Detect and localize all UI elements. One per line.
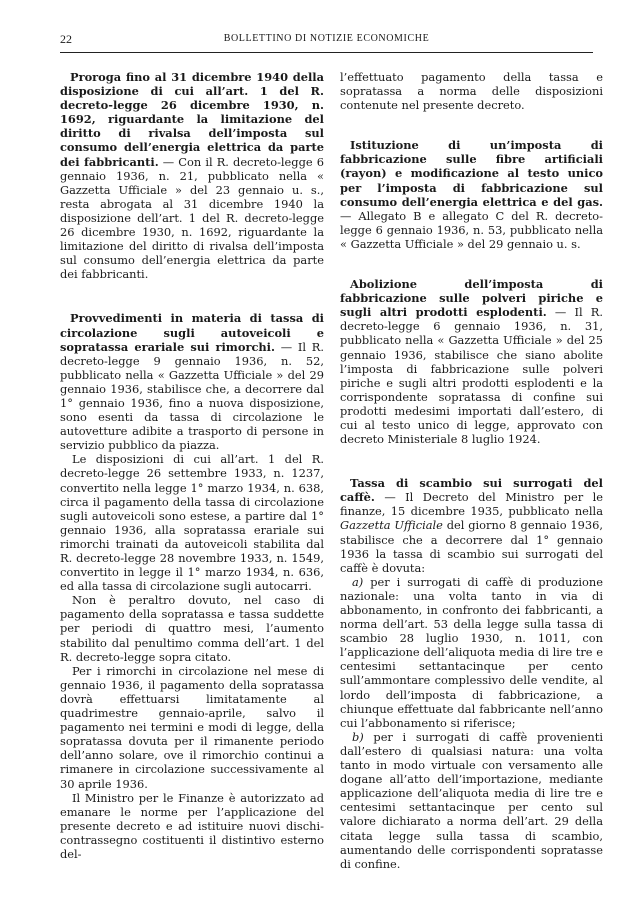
- section-text: — Allegato B e allegato C del R. decreto-legge 6 gennaio 1936, n. 53, pubblicato nella « Gazzetta Ufficiale » del 29 gennaio u. s.: [340, 208, 603, 251]
- page-number: 22: [60, 32, 72, 46]
- section-text: — Con il R. decreto-legge 6 gennaio 1936, n. 21, pubblicato nella « Gazzetta Ufficiale » del 23 gennaio u. s., resta abrogata al 31 dicembre 1940 la disposizione dell’art. 1 del R. decreto-legge 26 dicembre 1930, n. 1692, riguardante la limitazione del diritto di rivalsa dell’imposta sul consumo dell’energia elettrica da parte dei fabbricanti.: [60, 154, 324, 282]
- left-column: [60, 70, 324, 861]
- section-heading: Abolizione dell’imposta di fabbricazione sulle polveri piriche e sugli altri prodotti esplodenti.: [340, 277, 603, 320]
- item-text: per i surrogati di caffè provenienti dall’estero di qualsiasi natura: una volta tanto in modo virtuale con versamento alle dogane all’atto dell’importazione, mediante applicazione dell’aliquota media di lire tre e centesimi settantacinque per cento sul valore dichiarato a norma dell’art. 29 della citata legge sulla tassa di scambio, aumentando delle corrispondenti sopratasse di confine.: [340, 729, 603, 871]
- section-text: — Il Decreto del Ministro per le finanze, 15 dicembre 1935, pubblicato nella: [340, 490, 603, 519]
- paragraph: Le disposizioni di cui all’art. 1 del R. decreto-legge 26 settembre 1933, n. 1237, convertito nella legge 1° marzo 1934, n. 638, circa il pagamento della tassa di circolazione sugli autoveicoli sono estese, a partire dal 1° gennaio 1936, alla sopratassa erariale sui rimorchi trainati da autoveicoli stabilita dal R. decreto-legge 28 novembre 1933, n. 1549, convertito in legge il 1° marzo 1934, n. 636, ed alla tassa di circolazione sugli autocarri.: [60, 452, 324, 594]
- journal-title: BOLLETTINO DI NOTIZIE ECONOMICHE: [223, 33, 430, 44]
- section-text: — Il R. decreto-legge 6 gennaio 1936, n. 31, pubblicato nella « Gazzetta Ufficiale » del 25 gennaio 1936, stabilisce che siano abolite l’imposta di fabbricazione sulle polveri piriche e sugli altri prodotti esplodenti e la corrispondente sopratassa di confine sui prodotti medesimi importati dall’estero, di cui al testo unico di legge, approvato con decreto Ministeriale 8 luglio 1924.: [340, 305, 603, 447]
- list-item-b: [340, 730, 603, 871]
- paragraph: Il Ministro per le Finanze è autorizzato ad emanare le norme per l’applicazione del presente decreto e ad istituire nuovi dischi-contrassegno costituenti il distintivo esterno del-: [60, 790, 324, 861]
- item-label: a): [352, 574, 364, 589]
- section-text: del giorno 8 gennaio 1936, stabilisce che a decorrere dal 1° gennaio 1936 la tassa di scambio sui surrogati del caffè è dovuta:: [340, 518, 603, 575]
- section-circolazione: [60, 311, 324, 452]
- paragraph: Per i rimorchi in circolazione nel mese di gennaio 1936, il pagamento della sopratassa dovrà effettuarsi limitatamente al quadrimestre gennaio-aprile, salvo il pagamento nei termini e modi di legge, della sopratassa dovuta per il rimanente periodo dell’anno solare, ove il rimorchio continui a rimanere in circolazione successivamente al 30 aprile 1936.: [60, 663, 324, 791]
- section-heading: Istituzione di un’imposta di fabbricazione sulle fibre artificiali (rayon) e modificazione al testo unico per l’imposta di fabbricazione sul consumo dell’energia elettrica e del gas.: [340, 138, 603, 209]
- gazette-name: Gazzetta Ufficiale: [340, 518, 443, 533]
- section-text: — Il R. decreto-legge 9 gennaio 1936, n. 52, pubblicato nella « Gazzetta Ufficiale » del 29 gennaio 1936, stabilisce che, a decorrere dal 1° gennaio 1936, fino a nuova disposizione, sono esenti da tassa di circolazione le autovetture adibite a trasporto di persone in servizio pubblico da piazza.: [60, 339, 324, 453]
- list-item-a: [340, 575, 603, 730]
- section-heading: Proroga fino al 31 dicembre 1940 della disposizione di cui all’art. 1 del R. decreto-legge 26 dicembre 1930, n. 1692, riguardante la limitazione del diritto di rivalsa dell’imposta sul consumo dell’energia elettrica da parte dei fabbricanti.: [60, 70, 324, 169]
- section-polveri: [340, 277, 603, 446]
- section-heading: Tassa di scambio sui surrogati del caffè.: [340, 476, 603, 505]
- right-column: [340, 70, 603, 871]
- section-rayon: [340, 138, 603, 251]
- item-label: b): [352, 729, 364, 744]
- page-header: [60, 30, 593, 53]
- paragraph: Non è peraltro dovuto, nel caso di pagamento della sopratassa e tassa suddette per periodi di quattro mesi, l’aumento stabilito dal penultimo comma dell’art. 1 del R. decreto-legge sopra citato.: [60, 593, 324, 664]
- section-heading: Provvedimenti in materia di tassa di circolazione sugli autoveicoli e sopratassa erariale sui rimorchi.: [60, 311, 324, 354]
- paragraph-continued: l’effettuato pagamento della tassa e sopratassa a norma delle disposizioni contenute nel presente decreto.: [340, 70, 603, 113]
- section-surrogati: [340, 476, 603, 575]
- item-text: per i surrogati di caffè di produzione nazionale: una volta tanto in via di abbonamento, in confronto dei fabbricanti, a norma dell’art. 53 della legge sulla tassa di scambio 28 luglio 1930, n. 1011, con l’applicazione dell’aliquota media di lire tre e centesimi settantacinque per cento sull’ammontare complessivo delle vendite, al lordo dell’imposta di fabbricazione, a chiunque effettuate dal fabbricante nell’anno cui l’abbonamento si riferisce;: [340, 574, 603, 730]
- section-proroga: [60, 70, 324, 281]
